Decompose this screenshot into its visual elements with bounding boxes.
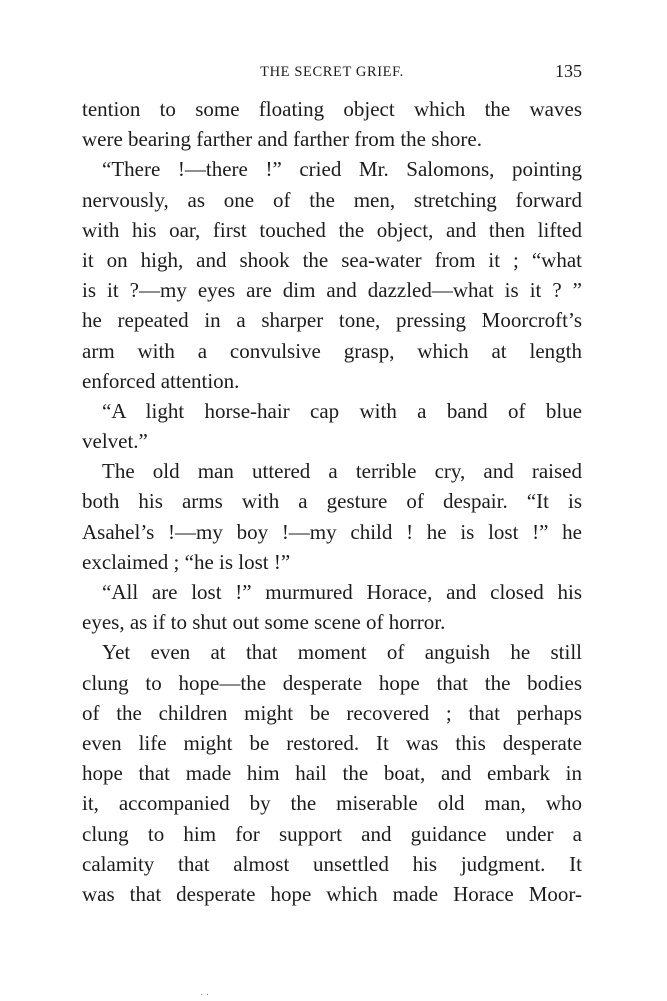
page-number: 135 [555, 61, 582, 81]
text-line: Yet even at that moment of anguish he still [102, 640, 582, 665]
running-head [82, 61, 582, 85]
text-line: is it ?—my eyes are dim and dazzled—what is it ? ” [82, 278, 582, 303]
text-line: “A light horse-hair cap with a band of blue [102, 398, 582, 423]
paper-speck: · · [200, 990, 210, 1001]
text-line: “All are lost !” murmured Horace, and closed his [102, 580, 582, 604]
text-line: Asahel’s !—my boy !—my child ! he is lost !” he [82, 519, 582, 544]
text-line: even life might be restored. It was this desperate [82, 730, 582, 755]
text-line: eyes, as if to shut out some scene of horror. [82, 610, 446, 635]
text-line: of the children might be recovered ; that perhaps [82, 700, 582, 725]
text-line: “There !—there !” cried Mr. Salomons, pointing [102, 157, 582, 182]
text-line: exclaimed ; “he is lost !” [82, 549, 291, 574]
text-line: both his arms with a gesture of despair. “It is [82, 489, 582, 514]
text-line: it, accompanied by the miserable old man, who [82, 791, 582, 816]
text-line: arm with a convulsive grasp, which at length [82, 338, 582, 363]
text-line: clung to hope—the desperate hope that the bodies [82, 670, 582, 695]
text-line: it on high, and shook the sea-water from it ; “what [82, 247, 582, 272]
text-line: with his oar, first touched the object, and then lifted [82, 217, 582, 242]
text-line: was that desperate hope which made Horace Moor- [82, 881, 582, 906]
text-line: hope that made him hail the boat, and embark in [82, 761, 582, 786]
text-line: clung to him for support and guidance under a [82, 821, 582, 846]
text-line: were bearing farther and farther from the shore. [82, 127, 482, 152]
text-line: The old man uttered a terrible cry, and raised [102, 459, 582, 484]
running-title: THE SECRET GRIEF. [260, 64, 404, 80]
text-line: calamity that almost unsettled his judgment. It [82, 851, 582, 876]
text-line: nervously, as one of the men, stretching forward [82, 187, 582, 212]
text-line: tention to some floating object which the waves [82, 97, 582, 121]
text-line: enforced attention. [82, 368, 240, 393]
text-line: he repeated in a sharper tone, pressing Moorcroft’s [82, 308, 582, 333]
text-line: velvet.” [82, 429, 148, 454]
body-text [82, 94, 582, 909]
